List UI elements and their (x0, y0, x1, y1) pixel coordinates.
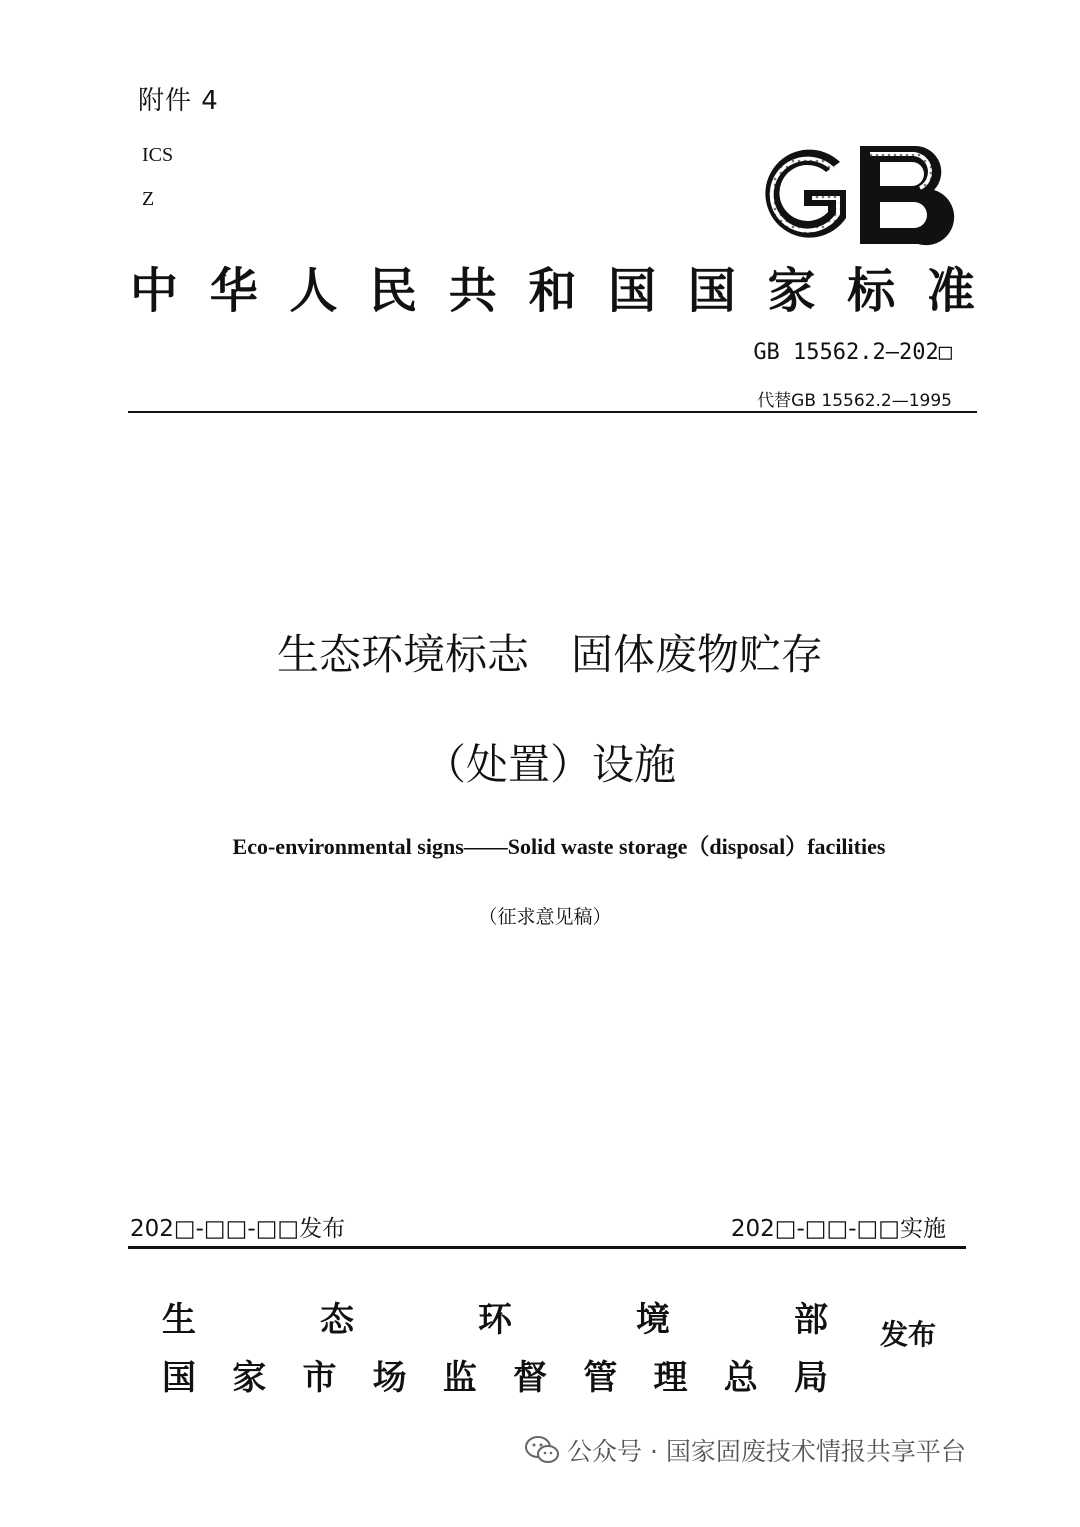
attachment-label: 附件 4 (138, 86, 219, 116)
english-title: Eco-environmental signs——Solid waste storage（disposal）facilities (232, 834, 886, 859)
publish-date: 202□-□□-□□发布 (130, 1216, 346, 1242)
title-line-2: （处置）设施 (423, 740, 676, 789)
wechat-icon (525, 1436, 559, 1464)
replaces-standard: 代替GB 15562.2—1995 (757, 391, 952, 411)
ics-code: ICS (142, 144, 174, 166)
implement-date: 202□-□□-□□实施 (730, 1216, 946, 1242)
draft-note: （征求意见稿） (478, 906, 612, 928)
footer-divider (128, 1246, 966, 1249)
watermark (525, 1432, 966, 1468)
national-standard-heading: 中 华 人 民 共 和 国 国 家 标 准 (130, 263, 975, 319)
gb-logo (748, 140, 958, 250)
title-line-1: 生态环境标志 固体废物贮存 (276, 630, 823, 679)
issuing-org-2: 国 家 市 场 监 督 管 理 总 局 (162, 1358, 828, 1398)
watermark-text: 公众号 · 国家固废技术情报共享平台 (567, 1437, 966, 1466)
issuing-org-1: 生 态 环 境 部 (162, 1300, 828, 1340)
standard-number: GB 15562.2—202□ (753, 340, 952, 365)
header-divider (128, 411, 977, 413)
z-code: Z (142, 188, 155, 210)
publish-label: 发布 (880, 1318, 937, 1351)
